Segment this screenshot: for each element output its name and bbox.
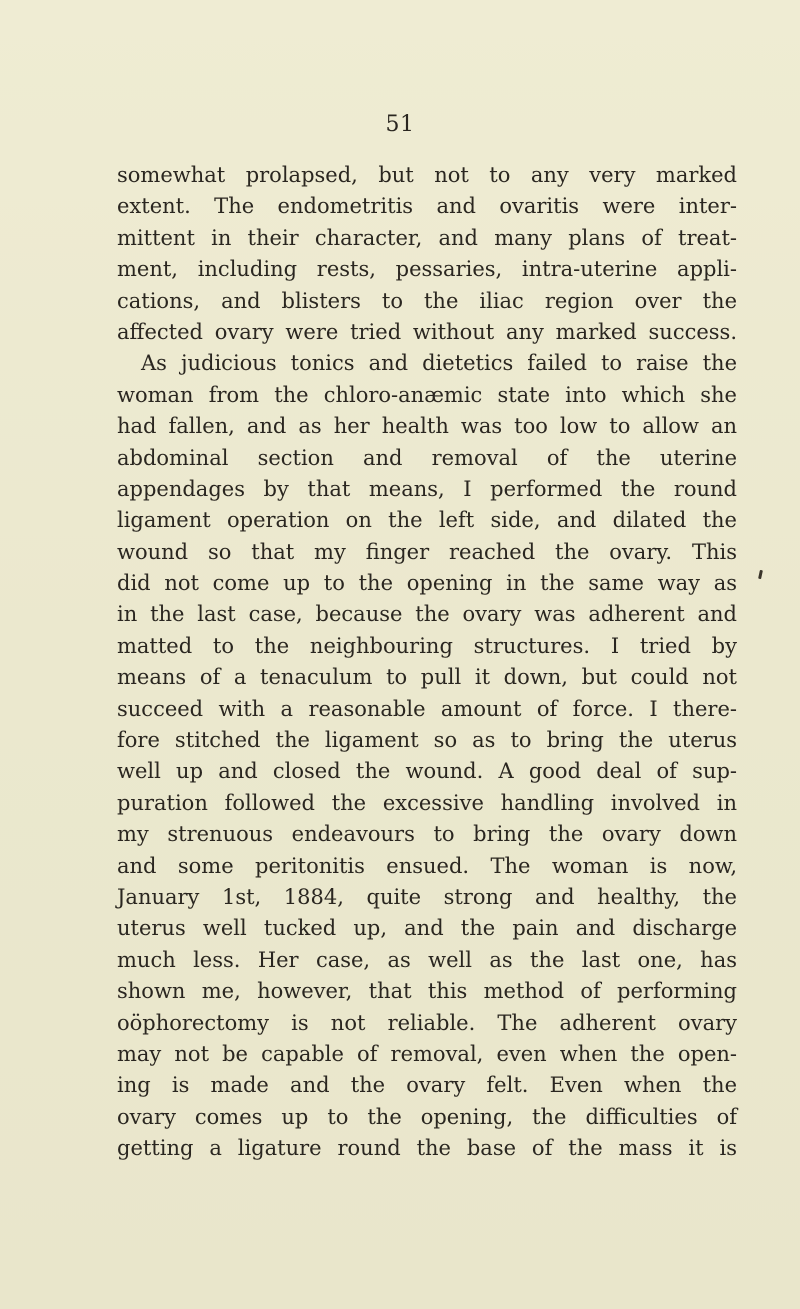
text-line: ing is made and the ovary felt. Even when the — [117, 1073, 737, 1098]
text-line: uterus well tucked up, and the pain and discharge — [117, 916, 737, 941]
text-line: had fallen, and as her health was too low to allow an — [117, 414, 737, 439]
text-line: mittent in their character, and many plans of treat- — [117, 225, 737, 250]
text-line: extent. The endometritis and ovaritis were inter- — [117, 194, 737, 219]
text-line: well up and closed the wound. A good deal of sup- — [117, 759, 737, 784]
text-line: much less. Her case, as well as the last one, has — [117, 947, 737, 972]
text-line: cations, and blisters to the iliac region over the — [117, 288, 737, 313]
text-line: woman from the chloro-anæmic state into which she — [117, 382, 737, 407]
text-line: As judicious tonics and dietetics failed to raise the — [141, 351, 737, 376]
text-line: puration followed the excessive handling involved in — [117, 790, 737, 815]
page-number: 51 — [385, 112, 415, 137]
text-line: means of a tenaculum to pull it down, but could not — [117, 665, 737, 690]
text-line: oöphorectomy is not reliable. The adherent ovary — [117, 1010, 737, 1035]
text-line: succeed with a reasonable amount of force. I there- — [117, 696, 737, 721]
ink-speck — [758, 570, 763, 579]
text-line: abdominal section and removal of the uterine — [117, 445, 737, 470]
text-line: may not be capable of removal, even when the open- — [117, 1041, 737, 1066]
text-line: getting a ligature round the base of the mass it is — [117, 1136, 737, 1161]
text-line: ligament operation on the left side, and dilated the — [117, 508, 737, 533]
text-line: fore stitched the ligament so as to bring the uterus — [117, 728, 737, 753]
text-line: appendages by that means, I performed the round — [117, 476, 737, 501]
text-line: and some peritonitis ensued. The woman is now, — [117, 853, 737, 878]
text-line: ovary comes up to the opening, the difficulties of — [117, 1104, 737, 1129]
text-line: did not come up to the opening in the same way as — [117, 571, 737, 596]
text-line: wound so that my finger reached the ovary. This — [117, 539, 737, 564]
text-line: in the last case, because the ovary was adherent and — [117, 602, 737, 627]
text-line: affected ovary were tried without any marked success. — [117, 319, 737, 344]
text-line: shown me, however, that this method of performing — [117, 979, 737, 1004]
text-line: matted to the neighbouring structures. I tried by — [117, 633, 737, 658]
text-line: ment, including rests, pessaries, intra-uterine appli- — [117, 257, 737, 282]
text-line: somewhat prolapsed, but not to any very marked — [117, 163, 737, 187]
text-line: my strenuous endeavours to bring the ovary down — [117, 822, 737, 847]
text-line: January 1st, 1884, quite strong and healthy, the — [117, 884, 737, 909]
body-text — [117, 160, 737, 1165]
